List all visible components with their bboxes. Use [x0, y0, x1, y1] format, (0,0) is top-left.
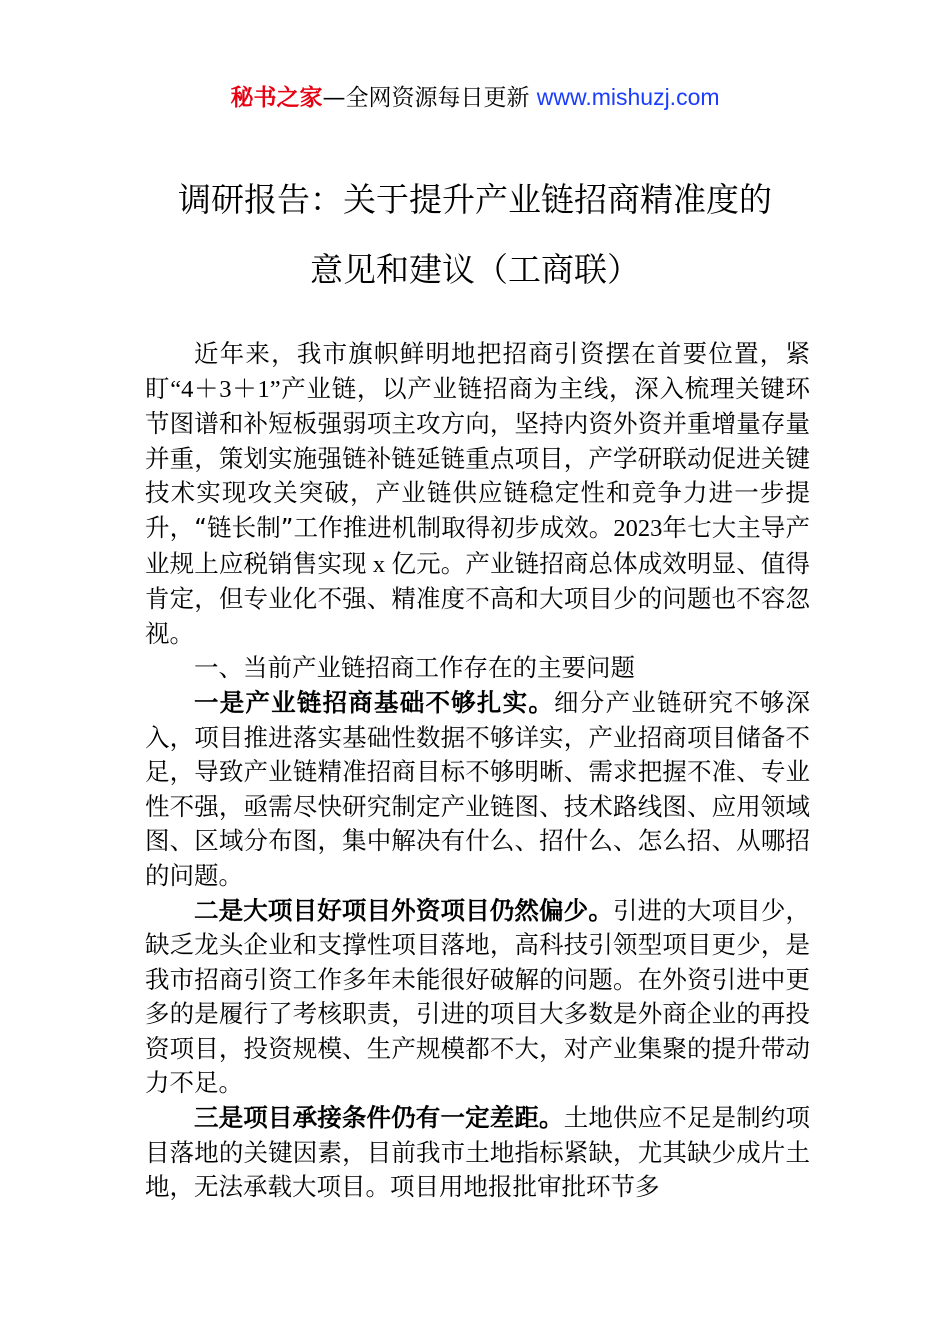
issue-text-1: 细分产业链研究不够深入，项目推进落实基础性数据不够详实，产业招商项目储备不足，导致产业链精准招商目标不够明晰、需求把握不准、专业性不强，亟需尽快研究制定产业链图、技术路线图、应用领域图、区域分布图，集中解决有什么、招什么、怎么招、从哪招的问题。: [145, 687, 811, 890]
intro-text-4: 亿元。产业链招商总体成效明显、值得肯定，但专业化不强、精准度不高和大项目少的问题也不容忽视。: [145, 548, 811, 648]
issue-lead-2: 二是大项目好项目外资项目仍然偏少。: [194, 895, 613, 925]
document-title-line2: 意见和建议（工商联）: [310, 250, 640, 289]
site-brand: 秘书之家: [230, 85, 323, 111]
intro-x-value: x: [366, 550, 392, 578]
intro-text-1: 近年来，我市旗帜鲜明地把招商引资摆在首要位置，紧盯: [145, 339, 810, 403]
section-heading: 一、当前产业链招商工作存在的主要问题: [194, 653, 635, 683]
issue-paragraph-3: [145, 1101, 810, 1205]
intro-year: 2023: [613, 514, 663, 542]
issue-text-2: 引进的大项目少，缺乏龙头企业和支撑性项目落地，高科技引领型项目更少，是我市招商引资工作多年未能很好破解的问题。在外资引进中更多的是履行了考核职责，引进的项目大多数是外商企业的再投资项目，投资规模、生产规模都不大，对产业集聚的提升带动力不足。: [145, 895, 811, 1098]
site-header: [0, 80, 950, 115]
document-title-line1: 调研报告：关于提升产业链招商精准度的: [178, 180, 772, 219]
issue-text-3: 土地供应不足是制约项目落地的关键因素，目前我市土地指标紧缺，尤其缺少成片土地，无法承载大项目。项目用地报批审批环节多: [145, 1103, 810, 1202]
intro-paragraph: [145, 337, 810, 651]
site-tagline: —全网资源每日更新: [322, 85, 537, 111]
issue-paragraph-2: [145, 894, 810, 1102]
document-body: [145, 337, 810, 1205]
intro-quoted-chain: “4＋3＋1”: [170, 375, 281, 403]
issue-paragraph-1: [145, 686, 810, 894]
site-url-link[interactable]: www.mishuzj.com: [536, 84, 720, 110]
intro-text-2: 产业链，以产业链招商为主线，深入梳理关键环节图谱和补短板强弱项主攻方向，坚持内资外资并重增量存量并重，策划实施强链补链延链重点项目，产学研联动促进关键技术实现攻关突破，产业链供应链稳定性和竞争力进一步提升，“链长制”工作推进机制取得初步成效。: [145, 373, 811, 542]
intro-text-3: 年七大主导产业规上应税销售实现: [145, 512, 810, 578]
issue-lead-1: 一是产业链招商基础不够扎实。: [194, 687, 555, 717]
issue-lead-3: 三是项目承接条件仍有一定差距。: [194, 1103, 564, 1133]
